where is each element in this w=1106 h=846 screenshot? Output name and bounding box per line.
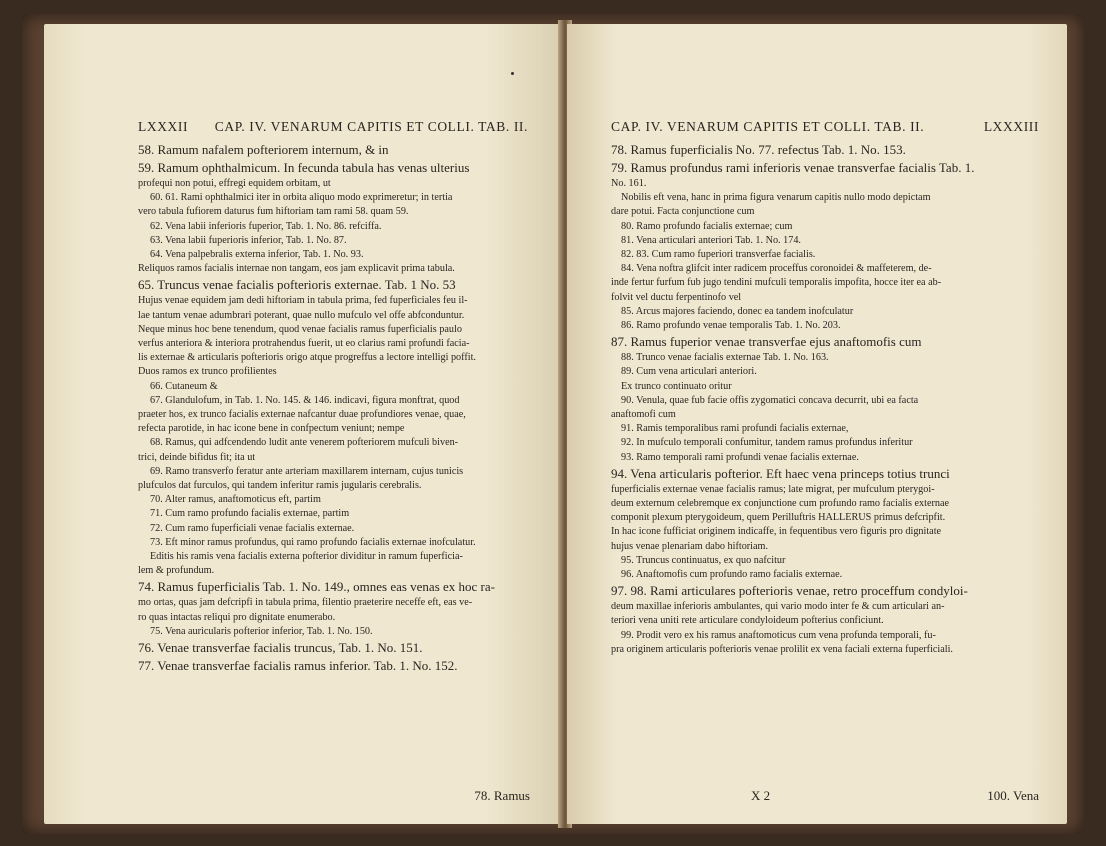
right-page-text-line: No. 161. [611,178,647,189]
left-page-text-line: profequi non potui, effregi equidem orbitam, ut [138,178,331,189]
left-page-text-line: 63. Vena labii fuperioris inferior, Tab. 1. No. 87. [150,234,347,246]
right-page-text-line: 96. Anaftomofis cum profundo ramo facialis externae. [621,569,843,581]
right-page-text-line: 95. Truncus continuatus, ex quo nafcitur [621,554,786,566]
left-page-text-line: 64. Vena palpebralis externa inferior, Tab. 1. No. 93. [150,249,364,261]
right-page-text-line: 84. Vena noftra glifcit inter radicem proceffus coronoidei & maffeterem, de- [621,263,932,275]
right-page-text-line: 99. Prodit vero ex his ramus anaftomoticus cum vena profunda temporali, fu- [621,629,936,641]
right-page-text-line: 89. Cum vena articulari anteriori. [621,366,757,378]
signature-mark: X 2 [751,788,771,803]
right-page-text-line: In hac icone fufficiat originem indicaffe, in fequentibus vero figuris pro dignitate [611,526,942,538]
left-page-text-line: 65. Truncus venae facialis pofterioris externae. Tab. 1 No. 53 [138,277,456,293]
right-page-text-line: Ex trunco continuato oritur [621,380,732,392]
left-running-title: CAP. IV. VENARUM CAPITIS ET COLLI. TAB. II. [214,119,528,134]
left-page-text-line: Neque minus hoc bene tenendum, quod venae facialis ramus fuperficialis paulo [138,323,462,335]
left-page-text-line: 74. Ramus fuperficialis Tab. 1. No. 149., omnes eas venas ex hoc ra- [138,579,495,595]
left-page [44,24,564,824]
right-page-body [611,141,1039,657]
left-catchword: 78. Ramus [474,788,530,803]
left-page-text-line: 73. Eft minor ramus profundus, qui ramo profundo facialis externae inofculatur. [150,536,476,548]
left-page-number: LXXXII [138,119,189,134]
right-page-text-line: fuperficialis externae venae facialis ramus; late migrat, per mufculum pterygoi- [611,483,935,495]
left-page-text-line: lis externae & articularis pofterioris origo atque progreffus a lectore intelligi poffit. [138,352,476,364]
left-page-text-line: 62. Vena labii inferioris fuperior, Tab. 1. No. 86. refciffa. [150,220,382,232]
right-page-text-line: 94. Vena articularis pofterior. Eft haec vena princeps totius trunci [611,465,950,481]
right-page-text-line: 86. Ramo profundo venae temporalis Tab. 1. No. 203. [621,320,841,332]
left-page-text-line: 67. Glandulofum, in Tab. 1. No. 145. & 146. indicavi, figura monftrat, quod [150,394,460,406]
right-page-footer [611,788,1039,804]
left-page-text-line: 60. 61. Rami ophthalmici iter in orbita aliquo modo exprimeretur; in tertia [150,192,453,204]
right-page-text-line: 81. Vena articulari anteriori Tab. 1. No. 174. [621,234,801,246]
right-page-header [611,119,1039,135]
right-page-text-line: 80. Ramo profundo facialis externae; cum [621,220,793,232]
right-page-number: LXXXIII [983,119,1039,134]
left-page-text-line: 59. Ramum ophthalmicum. In fecunda tabula has venas ulterius [138,160,470,175]
left-page-footer [474,788,530,804]
left-page-header [138,119,528,135]
ink-speck [511,72,514,75]
right-page-text-line: deum maxillae inferioris ambulantes, qui vario modo inter fe & cum articulari an- [611,601,945,613]
left-page-text-line: vero tabula fufiorem daturus fum hiftoriam tam rami 58. quam 59. [138,206,409,218]
left-page-text-line: ro quas intactas reliqui pro dignitate enumerabo. [138,611,336,623]
right-page-text-line: 93. Ramo temporali rami profundi venae facialis externae. [621,451,859,463]
left-page-text-line: mo ortas, quas jam defcripfi in tabula prima, filentio praeterire neceffe eft, eas ve- [138,597,473,609]
left-page-text-line: Reliquos ramos facialis internae non tangam, eos jam explicavit prima tabula. [138,263,455,275]
left-page-text-line: trici, deinde bifidus fit; ita ut [138,451,256,463]
right-page-text-line: 97. 98. Rami articulares pofterioris venae, retro proceffum condyloi- [611,583,968,599]
right-page-text-line: inde fertur furfum fub jugo tendini mufculi temporalis impofita, hocce iter ea ab- [611,277,942,289]
left-page-text-line: 66. Cutaneum & [150,380,218,392]
right-page-text-line: 82. 83. Cum ramo fuperiori transverfae facialis. [621,249,816,261]
left-page-text-line: praeter hos, ex trunco facialis externae nafcantur duae profundiores venae, quae, [138,409,466,421]
right-page-text-line: hujus venae plenariam dabo hiftoriam. [611,540,769,552]
right-page-text-line: 91. Ramis temporalibus rami profundi facialis externae, [621,423,849,435]
left-page-text-line: refecta parotide, in hac icone bene in confpectum veniunt; nempe [138,423,405,435]
left-page-text-line: plufculos dat furculos, qui tandem inferitur ramis jugularis cerebralis. [138,480,422,492]
left-page-text-line: 70. Alter ramus, anaftomoticus eft, partim [150,494,321,506]
right-page-text-line: dare potui. Facta conjunctione cum [611,206,755,218]
right-page-text-line: folvit vel ductu ferpentinofo vel [611,291,742,303]
left-page-text-line: 71. Cum ramo profundo facialis externae, partim [150,508,350,520]
right-catchword: 100. Vena [987,788,1039,803]
right-page-text-line: componit plexum pterygoideum, quem Perilluftris HALLERUS primus defcripfit. [611,512,946,524]
right-page-text-line: 87. Ramus fuperior venae transverfae ejus anaftomofis cum [611,334,922,350]
left-page-text-line: 68. Ramus, qui adfcendendo ludit ante venerem pofteriorem mufculi biven- [150,437,459,449]
right-page-text-line: 92. In mufculo temporali confumitur, tandem ramus profundus inferitur [621,437,913,449]
left-page-text-line: Hujus venae equidem jam dedi hiftoriam in tabula prima, fed fuperficiales feu il- [138,295,468,307]
left-page-text-line: 75. Vena auricularis pofterior inferior, Tab. 1. No. 150. [150,625,373,637]
right-page-text-line: pra originem articularis pofterioris venae prolilit ex vena faciali externa fuperficiali. [611,643,953,655]
right-page-text-line: deum externum celebremque ex conjunctione cum profundo ramo facialis externae [611,498,950,510]
right-page-text-line: anaftomofi cum [611,409,676,421]
left-page-text-line: 76. Venae transverfae facialis truncus, Tab. 1. No. 151. [138,640,423,656]
right-running-title: CAP. IV. VENARUM CAPITIS ET COLLI. TAB. II. [611,119,925,134]
left-page-text-line: 69. Ramo transverfo feratur ante arteriam maxillarem internam, cujus tunicis [150,465,464,477]
left-page-text-line: Duos ramos ex trunco profilientes [138,366,277,378]
left-page-text-line: 58. Ramum nafalem pofteriorem internum, & in [138,142,389,157]
right-page-text-line: Nobilis eft vena, hanc in prima figura venarum capitis nullo modo depictam [621,192,931,204]
right-page-text-line: 88. Trunco venae facialis externae Tab. 1. No. 163. [621,352,829,364]
left-page-body [138,141,528,675]
left-page-text-line: Editis his ramis vena facialis externa pofterior dividitur in ramum fuperficia- [150,551,463,563]
book [22,14,1084,834]
left-page-text-line: 72. Cum ramo fuperficiali venae facialis externae. [150,522,355,534]
right-page-text-line: 85. Arcus majores faciendo, donec ea tandem inofculatur [621,305,854,317]
right-page-text-line: teriori vena uniti rete articulare condyloideum pofterius conficiunt. [611,615,884,627]
left-page-text-line: 77. Venae transverfae facialis ramus inferior. Tab. 1. No. 152. [138,658,458,674]
right-page-text-line: 79. Ramus profundus rami inferioris venae transverfae facialis Tab. 1. [611,160,975,175]
left-page-text-line: lem & profundum. [138,565,215,577]
right-page-text-line: 90. Venula, quae fub facie offis zygomatici concava decurrit, ubi ea facta [621,394,919,406]
right-page-text-line: 78. Ramus fuperficialis No. 77. refectus Tab. 1. No. 153. [611,142,906,157]
left-page-text-line: verfus anteriora & interiora protrahendus fuerit, ut eo clarius rami profundi facia- [138,338,470,350]
left-page-text-line: lae tantum venae adumbrari poterant, quae nullo mufculo vel offe abfconduntur. [138,309,465,321]
right-page [567,24,1067,824]
